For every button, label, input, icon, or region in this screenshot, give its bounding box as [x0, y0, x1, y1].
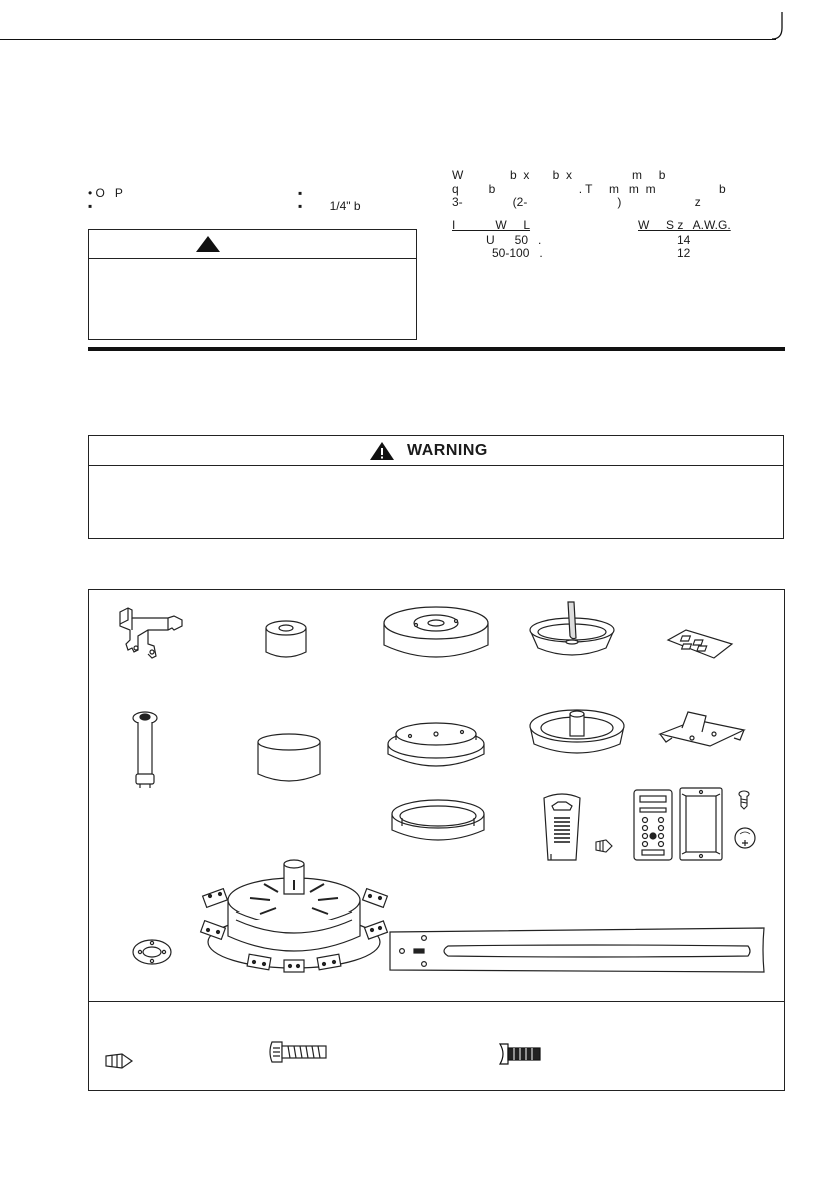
wiring-note-line-2: q b . T m m m b — [452, 182, 726, 196]
wiring-note-line-3: 3- (2- ) z — [452, 195, 701, 209]
downrod-illustration — [126, 708, 164, 790]
bullet-item: ▪ — [298, 186, 306, 200]
caution-box-header — [89, 230, 416, 259]
motor-housing-plate-illustration — [384, 718, 488, 778]
light-kit-plate-illustration — [524, 598, 620, 660]
crop-line-top — [0, 39, 776, 40]
wiring-note-line-1: W b x b x m b — [452, 168, 666, 182]
parts-hardware-divider — [89, 1001, 784, 1002]
remote-transmitter-illustration — [538, 790, 586, 864]
bullet-item: • O P — [88, 186, 123, 200]
bullet-item: ▪ 1/4" b — [298, 199, 361, 213]
mounting-bracket-illustration — [108, 604, 188, 664]
screw-illustration — [737, 790, 751, 810]
trim-ring-illustration — [388, 794, 488, 850]
bullet-text: O P — [95, 186, 123, 200]
wire-table-row-left: U 50 . — [486, 233, 542, 247]
caution-box — [88, 229, 417, 340]
blade-flange-gasket-illustration — [130, 936, 174, 968]
warning-box-header — [89, 436, 783, 466]
battery-illustration — [733, 826, 757, 850]
bullet-text: 1/4" b — [329, 199, 361, 213]
caution-triangle-icon — [195, 235, 221, 258]
wire-nut-illustration — [594, 836, 614, 856]
blade-screw-illustration — [268, 1038, 330, 1066]
wire-table-row-right: 14 — [677, 233, 691, 247]
wire-table-header-right: W S z A.W.G. — [638, 218, 731, 232]
warning-box — [88, 435, 784, 539]
canopy-illustration — [380, 603, 492, 665]
warning-title: WARNING — [407, 442, 488, 459]
section-divider — [88, 347, 785, 351]
hanger-bracket-illustration — [656, 708, 748, 754]
warning-triangle-icon — [369, 441, 395, 466]
wire-connector-illustration — [104, 1050, 134, 1072]
motor-assembly-illustration — [198, 852, 390, 976]
wall-plate-illustration — [678, 786, 724, 862]
switch-housing-illustration — [526, 700, 628, 762]
coupling-cover-illustration — [254, 732, 324, 786]
mounting-bolt-illustration — [498, 1040, 544, 1068]
wire-table-row-left: 50-100 . — [492, 246, 543, 260]
bullet-item: ▪ — [88, 199, 96, 213]
wall-control-illustration — [632, 788, 674, 862]
wire-table-header-left: I W L — [452, 218, 531, 232]
fan-blade-illustration — [388, 926, 768, 976]
crop-mark-hook — [770, 10, 784, 40]
receiver-plate-illustration — [666, 626, 734, 662]
yoke-cover-illustration — [262, 618, 310, 662]
wire-table-row-right: 12 — [677, 246, 691, 260]
